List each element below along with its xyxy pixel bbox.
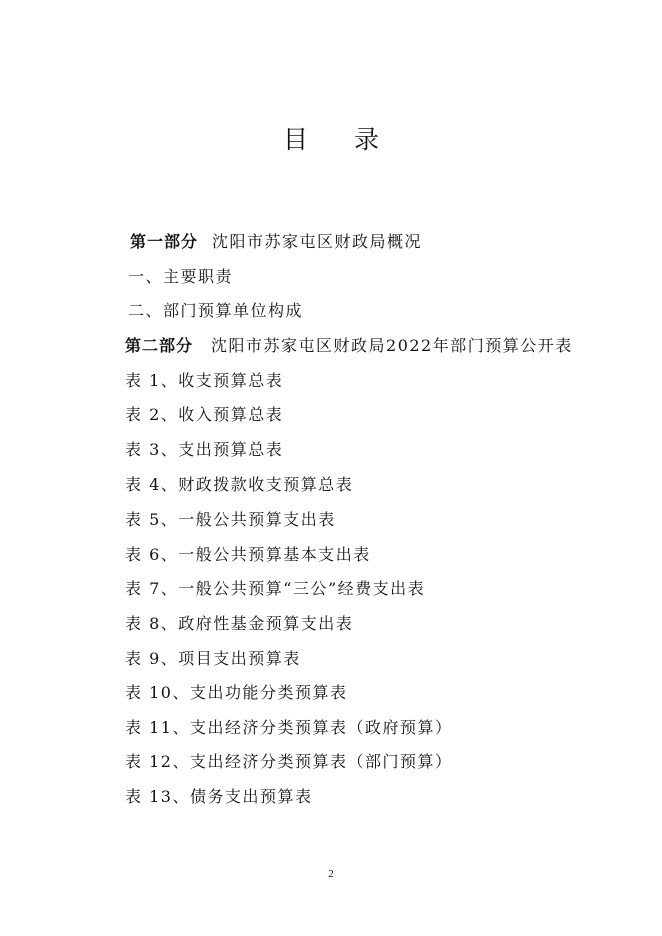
toc-table-item: 表 6、一般公共预算基本支出表 [125, 545, 371, 564]
page-title [0, 120, 662, 156]
toc-table-item: 表 4、财政拨款收支预算总表 [125, 475, 354, 494]
toc-part-2-text: 沈阳市苏家屯区财政局2022年部门预算公开表 [211, 336, 573, 355]
toc-table-item: 表 7、一般公共预算“三公”经费支出表 [125, 579, 426, 598]
toc-table-item: 表 9、项目支出预算表 [125, 649, 301, 668]
toc-part-1-text: 沈阳市苏家屯区财政局概况 [212, 232, 423, 251]
toc-part-2-label: 第二部分 [125, 336, 194, 355]
toc-table-item: 表 11、支出经济分类预算表（政府预算） [125, 718, 453, 737]
toc-section-1: 一、主要职责 [128, 267, 234, 286]
toc-section-2: 二、部门预算单位构成 [128, 301, 304, 320]
title-char-2: 录 [354, 125, 380, 154]
toc-part-2 [125, 336, 573, 356]
toc-table-item: 表 2、收入预算总表 [125, 405, 284, 424]
toc-table-item: 表 3、支出预算总表 [125, 440, 284, 459]
toc-table-item: 表 10、支出功能分类预算表 [125, 683, 348, 702]
toc-table-item: 表 1、收支预算总表 [125, 371, 284, 390]
title-char-1: 目 [282, 125, 308, 154]
toc-table-item: 表 12、支出经济分类预算表（部门预算） [125, 752, 453, 771]
page-number: 2 [328, 868, 334, 880]
toc-part-1-label: 第一部分 [130, 232, 199, 251]
toc-part-1 [130, 232, 422, 252]
toc-table-item: 表 8、政府性基金预算支出表 [125, 614, 354, 633]
toc-table-item: 表 5、一般公共预算支出表 [125, 510, 336, 529]
toc-table-item: 表 13、债务支出预算表 [125, 787, 313, 806]
